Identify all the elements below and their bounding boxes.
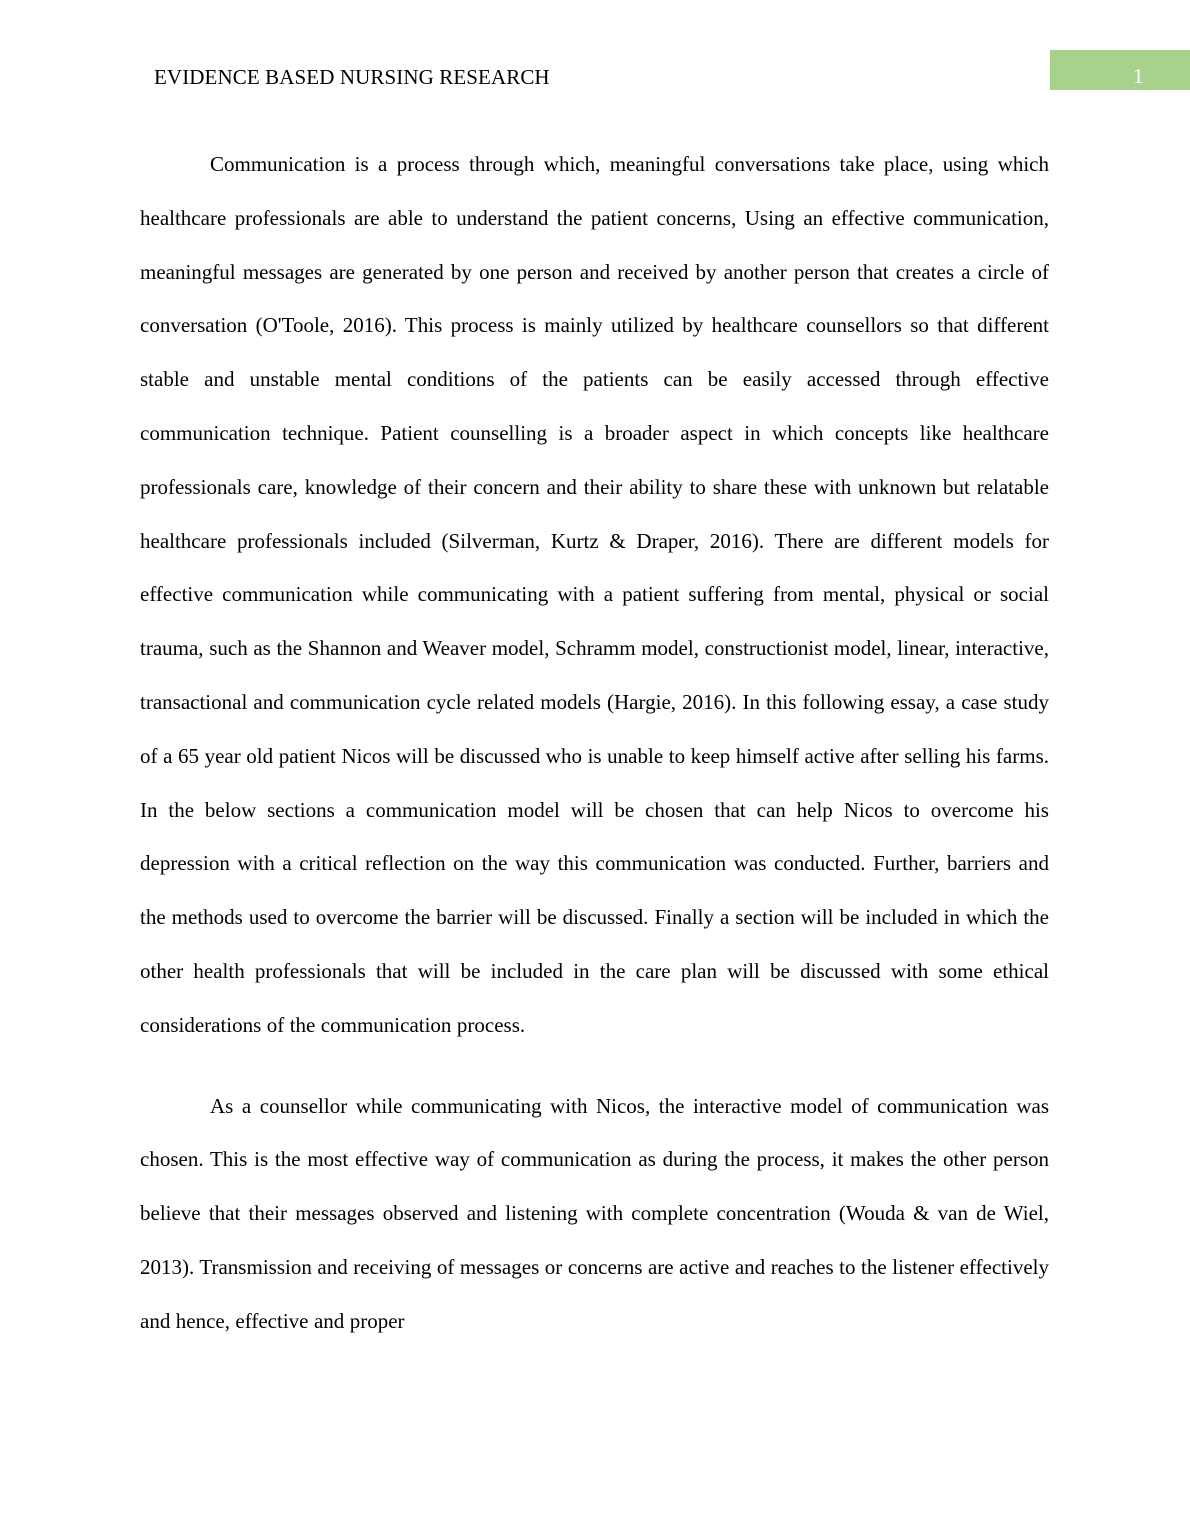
document-body bbox=[140, 138, 1049, 1349]
page-number: 1 bbox=[1133, 64, 1144, 88]
body-paragraph-2: As a counsellor while communicating with Nicos, the interactive model of communication was chosen. This is the most effective way of communication as during the process, it makes the other person believe that their messages observed and listening with complete concentration (Wouda & van de Wiel, 2013). Transmission and receiving of messages or concerns are active and reaches to the listener effectively and hence, effective and proper bbox=[140, 1093, 1049, 1333]
body-paragraph-1: Communication is a process through which, meaningful conversations take place, using which healthcare professionals are able to understand the patient concerns, Using an effective communication, meaningful messages are generated by one person and received by another person that creates a circle of conversation (O'Toole, 2016). This process is mainly utilized by healthcare counsellors so that different stable and unstable mental conditions of the patients can be easily accessed through effective communication technique. Patient counselling is a broader aspect in which concepts like healthcare professionals care, knowledge of their concern and their ability to share these with unknown but relatable healthcare professionals included (Silverman, Kurtz & Draper, 2016). There are different models for effective communication while communicating with a patient suffering from mental, physical or social trauma, such as the Shannon and Weaver model, Schramm model, constructionist model, linear, interactive, transactional and communication cycle related models (Hargie, 2016). In this following essay, a case study of a 65 year old patient Nicos will be discussed who is unable to keep himself active after selling his farms. In the below sections a communication model will be chosen that can help Nicos to overcome his depression with a critical reflection on the way this communication was conducted. Further, barriers and the methods used to overcome the barrier will be discussed. Finally a section will be included in which the other health professionals that will be included in the care plan will be discussed with some ethical considerations of the communication process. bbox=[140, 152, 1049, 1037]
running-header-title: EVIDENCE BASED NURSING RESEARCH bbox=[154, 65, 550, 89]
page-number-box bbox=[1050, 50, 1190, 90]
